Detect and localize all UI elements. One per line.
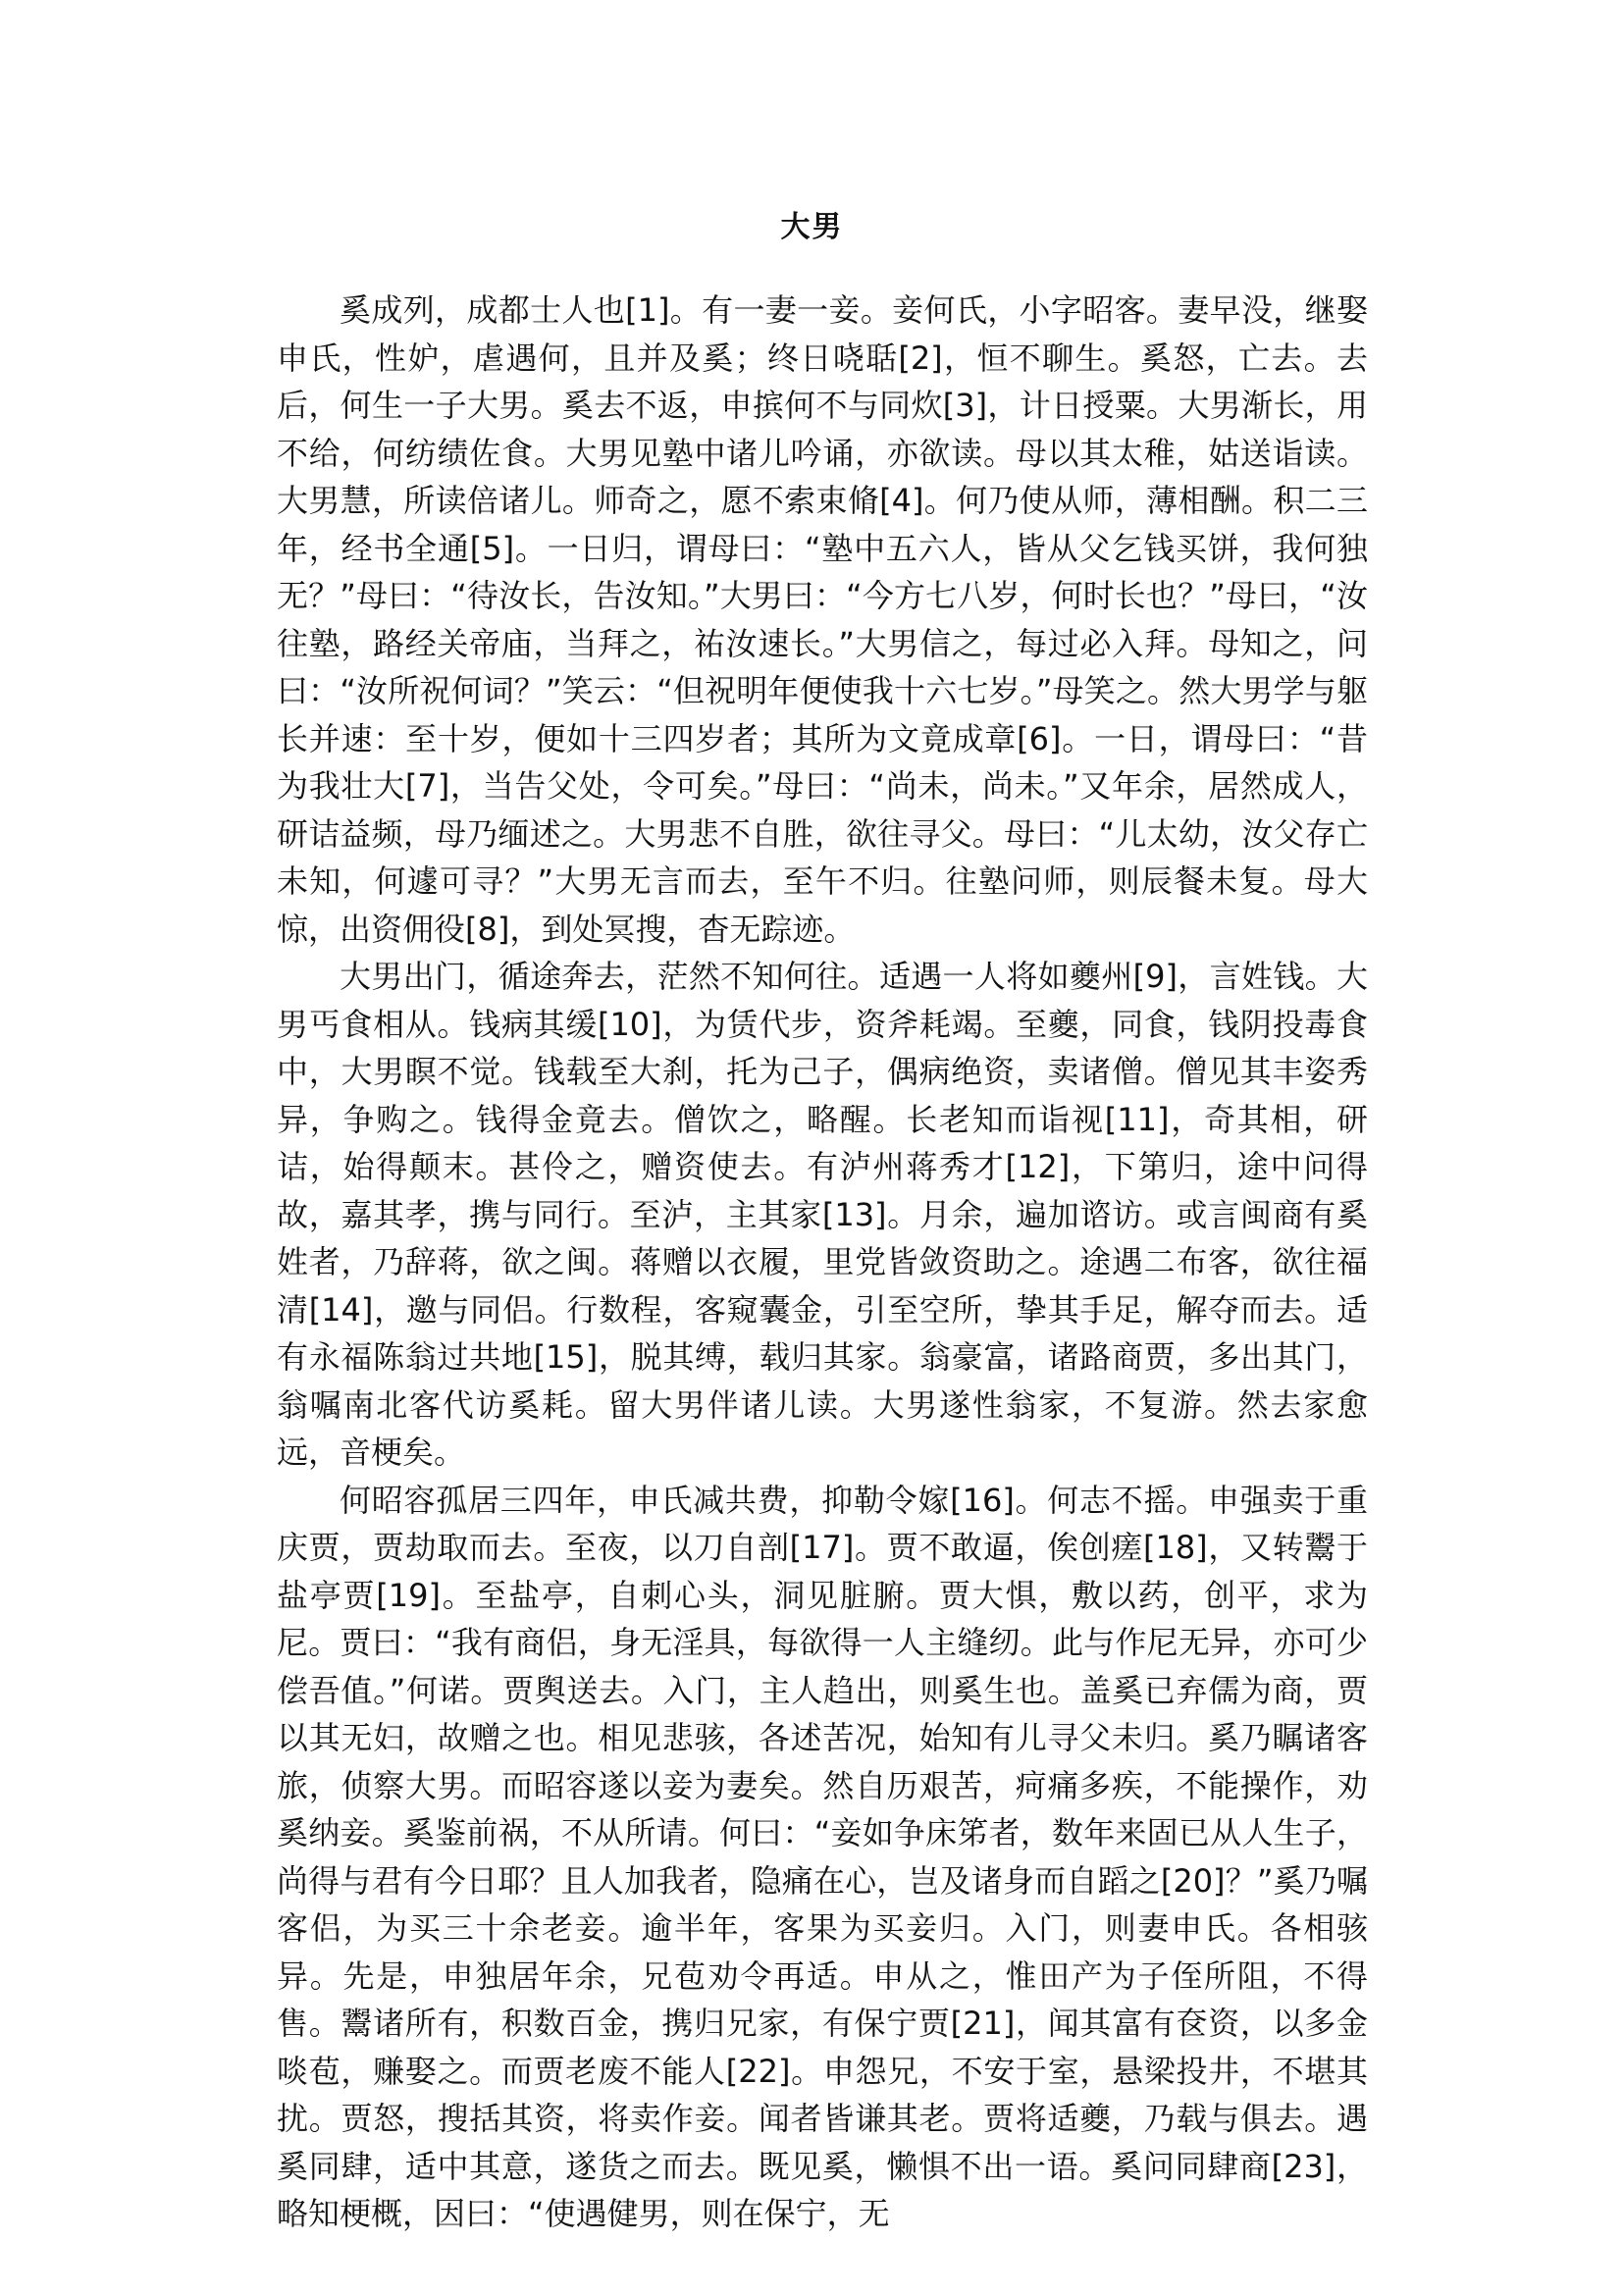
document-title: 大男 — [780, 210, 844, 244]
document-body — [277, 287, 1368, 2238]
paragraph: 大男出门，循途奔去，茫然不知何往。适遇一人将如夔州[9]，言姓钱。大男丐食相从。钱病其缓[10]，为赁代步，资斧耗竭。至夔，同食，钱阴投毒食中，大男瞑不觉。钱载至大刹，托为己子，偶病绝资，卖诸僧。僧见其丰姿秀异，争购之。钱得金竟去。僧饮之，略醒。长老知而诣视[11]，奇其相，研诘，始得颠末。甚伶之，赠资使去。有泸州蒋秀才[12]，下第归，途中问得故，嘉其孝，携与同行。至泸，主其家[13]。月余，遍加谘访。或言闽商有奚姓者，乃辞蒋，欲之闽。蒋赠以衣履，里党皆敛资助之。途遇二布客，欲往福清[14]，邀与同侣。行数程，客窥囊金，引至空所，挚其手足，解夺而去。适有永福陈翁过共地[15]，脱其缚，载归其家。翁豪富，诸路商贾，多出其门，翁嘱南北客代访奚耗。留大男伴诸儿读。大男遂性翁家，不复游。然去家愈远，音梗矣。 — [277, 958, 1368, 1471]
paragraph: 奚成列，成都士人也[1]。有一妻一妾。妾何氏，小字昭客。妻早没，继娶申氏，性妒，虐遇何，且并及奚；终日哓聒[2]，恒不聊生。奚怒，亡去。去后，何生一子大男。奚去不返，申摈何不与同炊[3]，计日授粟。大男渐长，用不给，何纺绩佐食。大男见塾中诸儿吟诵，亦欲读。母以其太稚，姑送诣读。大男慧，所读倍诸儿。师奇之，愿不索束脩[4]。何乃使从师，薄相酬。积二三年，经书全通[5]。一日归，谓母曰：“塾中五六人，皆从父乞钱买饼，我何独无？”母曰：“待汝长，告汝知。”大男曰：“今方七八岁，何时长也？”母曰，“汝往塾，路经关帝庙，当拜之，祐汝速长。”大男信之，每过必入拜。母知之，问曰：“汝所祝何词？”笑云：“但祝明年便使我十六七岁。”母笑之。然大男学与躯长并速：至十岁，便如十三四岁者；其所为文竟成章[6]。一日，谓母曰：“昔为我壮大[7]，当告父处，令可矣。”母曰：“尚未，尚未。”又年余，居然成人，研诘益频，母乃缅述之。大男悲不自胜，欲往寻父。母曰：“儿太幼，汝父存亡未知，何遽可寻？”大男无言而去，至午不归。往塾问师，则辰餐未复。母大惊，出资佣役[8]，到处冥搜，杳无踪迹。 — [277, 291, 1368, 948]
paragraph: 何昭容孤居三四年，申氏减共费，抑勒令嫁[16]。何志不摇。申强卖于重庆贾，贾劫取而去。至夜，以刀自剖[17]。贾不敢逼，俟创瘥[18]，又转鬻于盐亭贾[19]。至盐亭，自刺心头，洞见脏腑。贾大惧，敷以药，创平，求为尼。贾曰：“我有商侣，身无淫具，每欲得一人主缝纫。此与作尼无异，亦可少偿吾值。”何诺。贾舆送去。入门，主人趋出，则奚生也。盖奚已弃儒为商，贾以其无妇，故赠之也。相见悲骇，各述苦况，始知有儿寻父未归。奚乃瞩诸客旅，侦察大男。而昭容遂以妾为妻矣。然自历艰苦，疴痛多疾，不能操作，劝奚纳妾。奚鉴前祸，不从所请。何曰：“妾如争床笫者，数年来固已从人生子，尚得与君有今日耶？且人加我者，隐痛在心，岂及诸身而自蹈之[20]？”奚乃嘱客侣，为买三十余老妾。逾半年，客果为买妾归。入门，则妻申氏。各相骇异。先是，申独居年余，兄苞劝令再适。申从之，惟田产为子侄所阻，不得售。鬻诸所有，积数百金，携归兄家，有保宁贾[21]，闻其富有奁资，以多金啖苞，赚娶之。而贾老废不能人[22]。申怨兄，不安于室，悬梁投井，不堪其扰。贾怒，搜括其资，将卖作妾。闻者皆谦其老。贾将适夔，乃载与俱去。遇奚同肆，适中其意，遂货之而去。既见奚，懒惧不出一语。奚问同肆商[23]，略知梗概，因曰：“使遇健男，则在保宁，无 — [277, 1481, 1368, 2232]
